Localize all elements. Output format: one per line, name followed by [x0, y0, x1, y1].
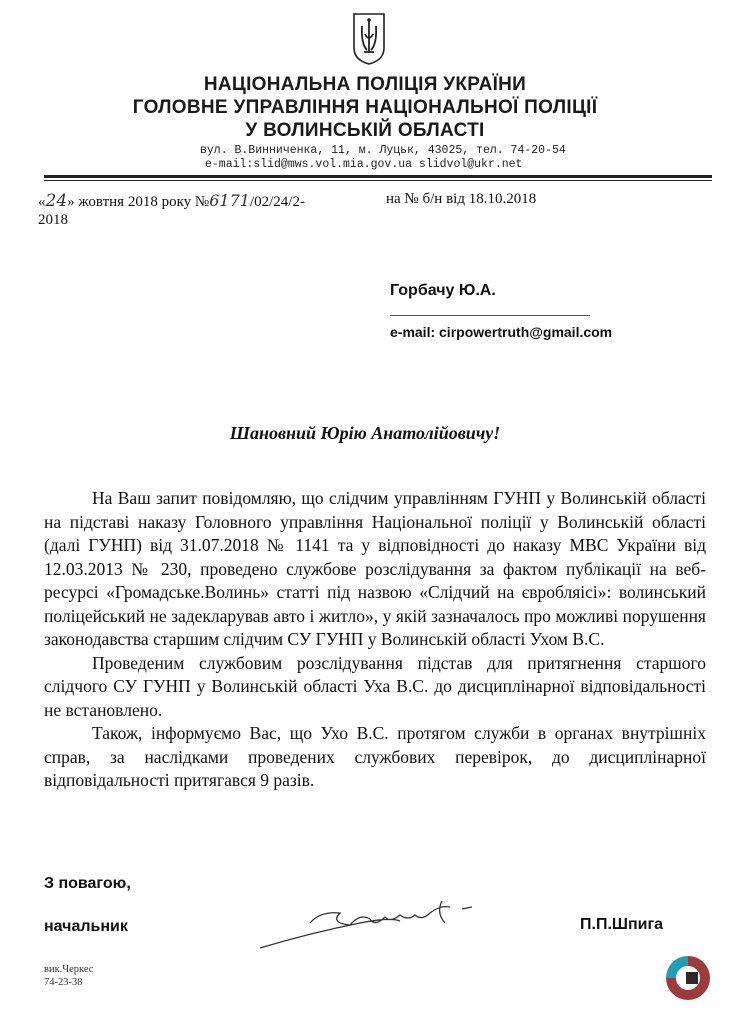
salutation: Шановний Юрію Анатолійовичу! [229, 423, 501, 443]
org-name-line3: У ВОЛИНСЬКІЙ ОБЛАСТІ [245, 120, 485, 141]
handwritten-signature-icon [250, 893, 500, 953]
recipient-name: Горбачу Ю.А. [390, 282, 496, 299]
coat-of-arms-icon [352, 12, 386, 66]
recipient-email: e-mail: cirpowertruth@gmail.com [390, 324, 613, 340]
closing-regards: З повагою, [44, 875, 131, 892]
org-name-line2: ГОЛОВНЕ УПРАВЛІННЯ НАЦІОНАЛЬНОЇ ПОЛІЦІЇ [132, 97, 598, 118]
recipient-underline [390, 315, 590, 316]
reference-date-line: «24» жовтня 2018 року №6171/02/24/2- [38, 191, 305, 211]
media-logo-icon [660, 950, 716, 1006]
handwritten-number: 6171 [209, 191, 250, 210]
signer-position: начальник [44, 918, 128, 935]
executor-phone: 74-23-38 [44, 977, 83, 988]
body-paragraph-3: Також, інформуємо Вас, що Ухо В.С. протягом служби в органах внутрішніх справ, за наслідками проведених службових перевірок, до дисциплінарної відповідальності притягався 9 разів. [44, 723, 706, 790]
handwritten-day: 24 [45, 191, 68, 211]
reference-date-text: » жовтня 2018 року № [67, 194, 210, 210]
signer-name: П.П.Шпига [580, 916, 664, 933]
body-paragraph-2: Проведеним службовим розслідування підстав для притягнення старшого слідчого СУ ГУНП у Волинській області Уха В.С. до дисциплінарної відповідальності не встановлено. [44, 652, 706, 720]
header-divider-thin [44, 180, 712, 181]
header-divider-thick [44, 175, 712, 178]
reply-reference: на № б/н від 18.10.2018 [386, 191, 537, 207]
org-address: вул. В.Винниченка, 11, м. Луцьк, 43025, тел. 74-20-54 [200, 144, 566, 157]
reference-year: 2018 [38, 212, 68, 228]
org-name-line1: НАЦІОНАЛЬНА ПОЛІЦІЯ УКРАЇНИ [203, 74, 527, 95]
org-emails: e-mail:slid@mws.vol.mia.gov.ua slidvol@ukr.net [205, 158, 523, 171]
reference-number-suffix: /02/24/2- [249, 194, 305, 210]
letter-body [44, 487, 706, 793]
body-paragraph-1: На Ваш запит повідомляю, що слідчим управлінням ГУНП у Волинській області на підставі наказу Головного управління Національної поліції у Волинській області (далі ГУНП) від 31.07.2018 № 1141 та у відповідності до наказу МВС України від 12.03.2013 № 230, проведено службове розслідування за фактом публікації на веб-ресурсі «Громадське.Волинь» статті під назвою «Слідчий на євробляісі»: волинський поліцейський не задекларував авто і житло», у якій зазначалось про можливі порушення законодавства старшим слідчим СУ ГУНП у Волинській області Ухом В.С. [44, 488, 706, 649]
executor-name: вик.Черкес [44, 964, 94, 975]
